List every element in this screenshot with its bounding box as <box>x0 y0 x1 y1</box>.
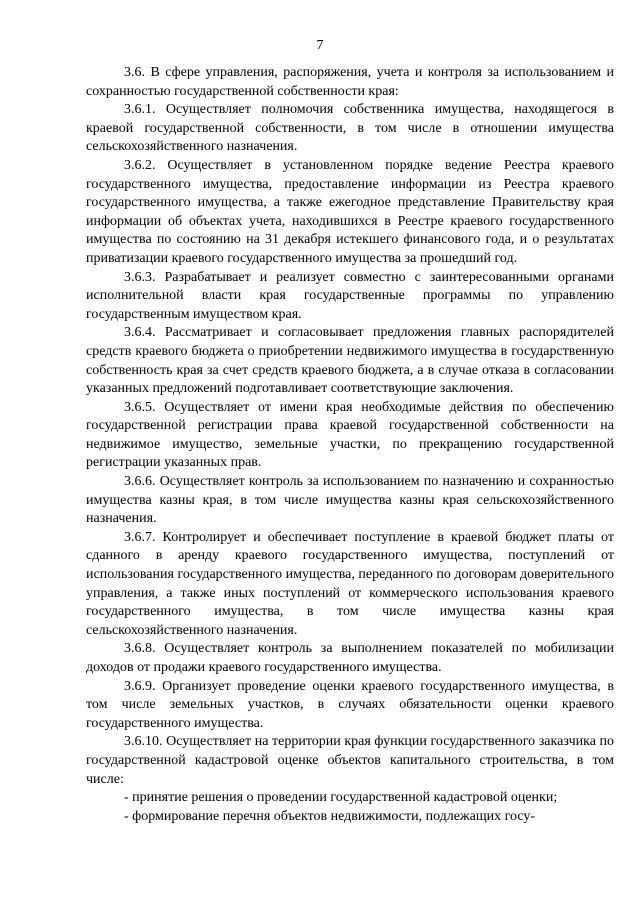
paragraph-3-6-1: 3.6.1. Осуществляет полномочия собственника имущества, находящегося в краевой государственной собственности, в том числе в отношении имущества сельскохозяйственного назначения. <box>86 102 614 155</box>
paragraph-3-6-3: 3.6.3. Разрабатывает и реализует совместно с заинтересованными органами исполнительной власти края государственные программы по управлению государственным имуществом края. <box>86 269 614 322</box>
paragraph-3-6-10: 3.6.10. Осуществляет на территории края функции государственного заказчика по государственной кадастровой оценке объектов капитального строительства, в том числе: <box>86 734 614 787</box>
paragraph-3-6-8: 3.6.8. Осуществляет контроль за выполнением показателей по мобилизации доходов от продажи краевого государственного имущества. <box>86 641 614 675</box>
paragraph-3-6-5: 3.6.5. Осуществляет от имени края необходимые действия по обеспечению государственной регистрации права краевой государственной собственности на недвижимое имущество, земельные участки, по прекращению государственной регистрации указанных прав. <box>86 399 614 471</box>
list-item-property-list: - формирование перечня объектов недвижимости, подлежащих госу- <box>124 808 536 824</box>
paragraph-3-6: 3.6. В сфере управления, распоряжения, учета и контроля за использованием и сохранностью государственной собственности края: <box>86 65 614 99</box>
paragraph-3-6-2: 3.6.2. Осуществляет в установленном порядке ведение Реестра краевого государственного имущества, предоставление информации из Реестра краевого государственного имущества, а также ежегодное представление Правительству края информации об объектах учета, находившихся в Реестре краевого государственного имущества по состоянию на 31 декабря истекшего финансового года, и о результатах приватизации краевого государственного имущества за прошедший год. <box>86 157 614 266</box>
list-item-cadastral-decision: - принятие решения о проведении государственной кадастровой оценки; <box>124 790 558 806</box>
paragraph-3-6-9: 3.6.9. Организует проведение оценки краевого государственного имущества, в том числе земельных участков, в случаях обязательности оценки краевого государственного имущества. <box>86 678 614 731</box>
page-number: 7 <box>316 38 324 53</box>
paragraph-3-6-4: 3.6.4. Рассматривает и согласовывает предложения главных распорядителей средств краевого бюджета о приобретении недвижимого имущества в государственную собственность края за счет средств краевого бюджета, а в случае отказа в согласовании указанных предложений подготавливает соответствующие заключения. <box>86 325 614 397</box>
paragraph-3-6-7: 3.6.7. Контролирует и обеспечивает поступление в краевой бюджет платы от сданного в аренду краевого государственного имущества, поступлений от использования государственного имущества, переданного по договорам доверительного управления, а также иных поступлений от коммерческого использования краевого государственного имущества, в том числе имущества казны края сельскохозяйственного назначения. <box>86 529 614 638</box>
document-body <box>86 64 614 826</box>
paragraph-3-6-6: 3.6.6. Осуществляет контроль за использованием по назначению и сохранностью имущества казны края, в том числе имущества казны края сельскохозяйственного назначения. <box>86 474 614 527</box>
